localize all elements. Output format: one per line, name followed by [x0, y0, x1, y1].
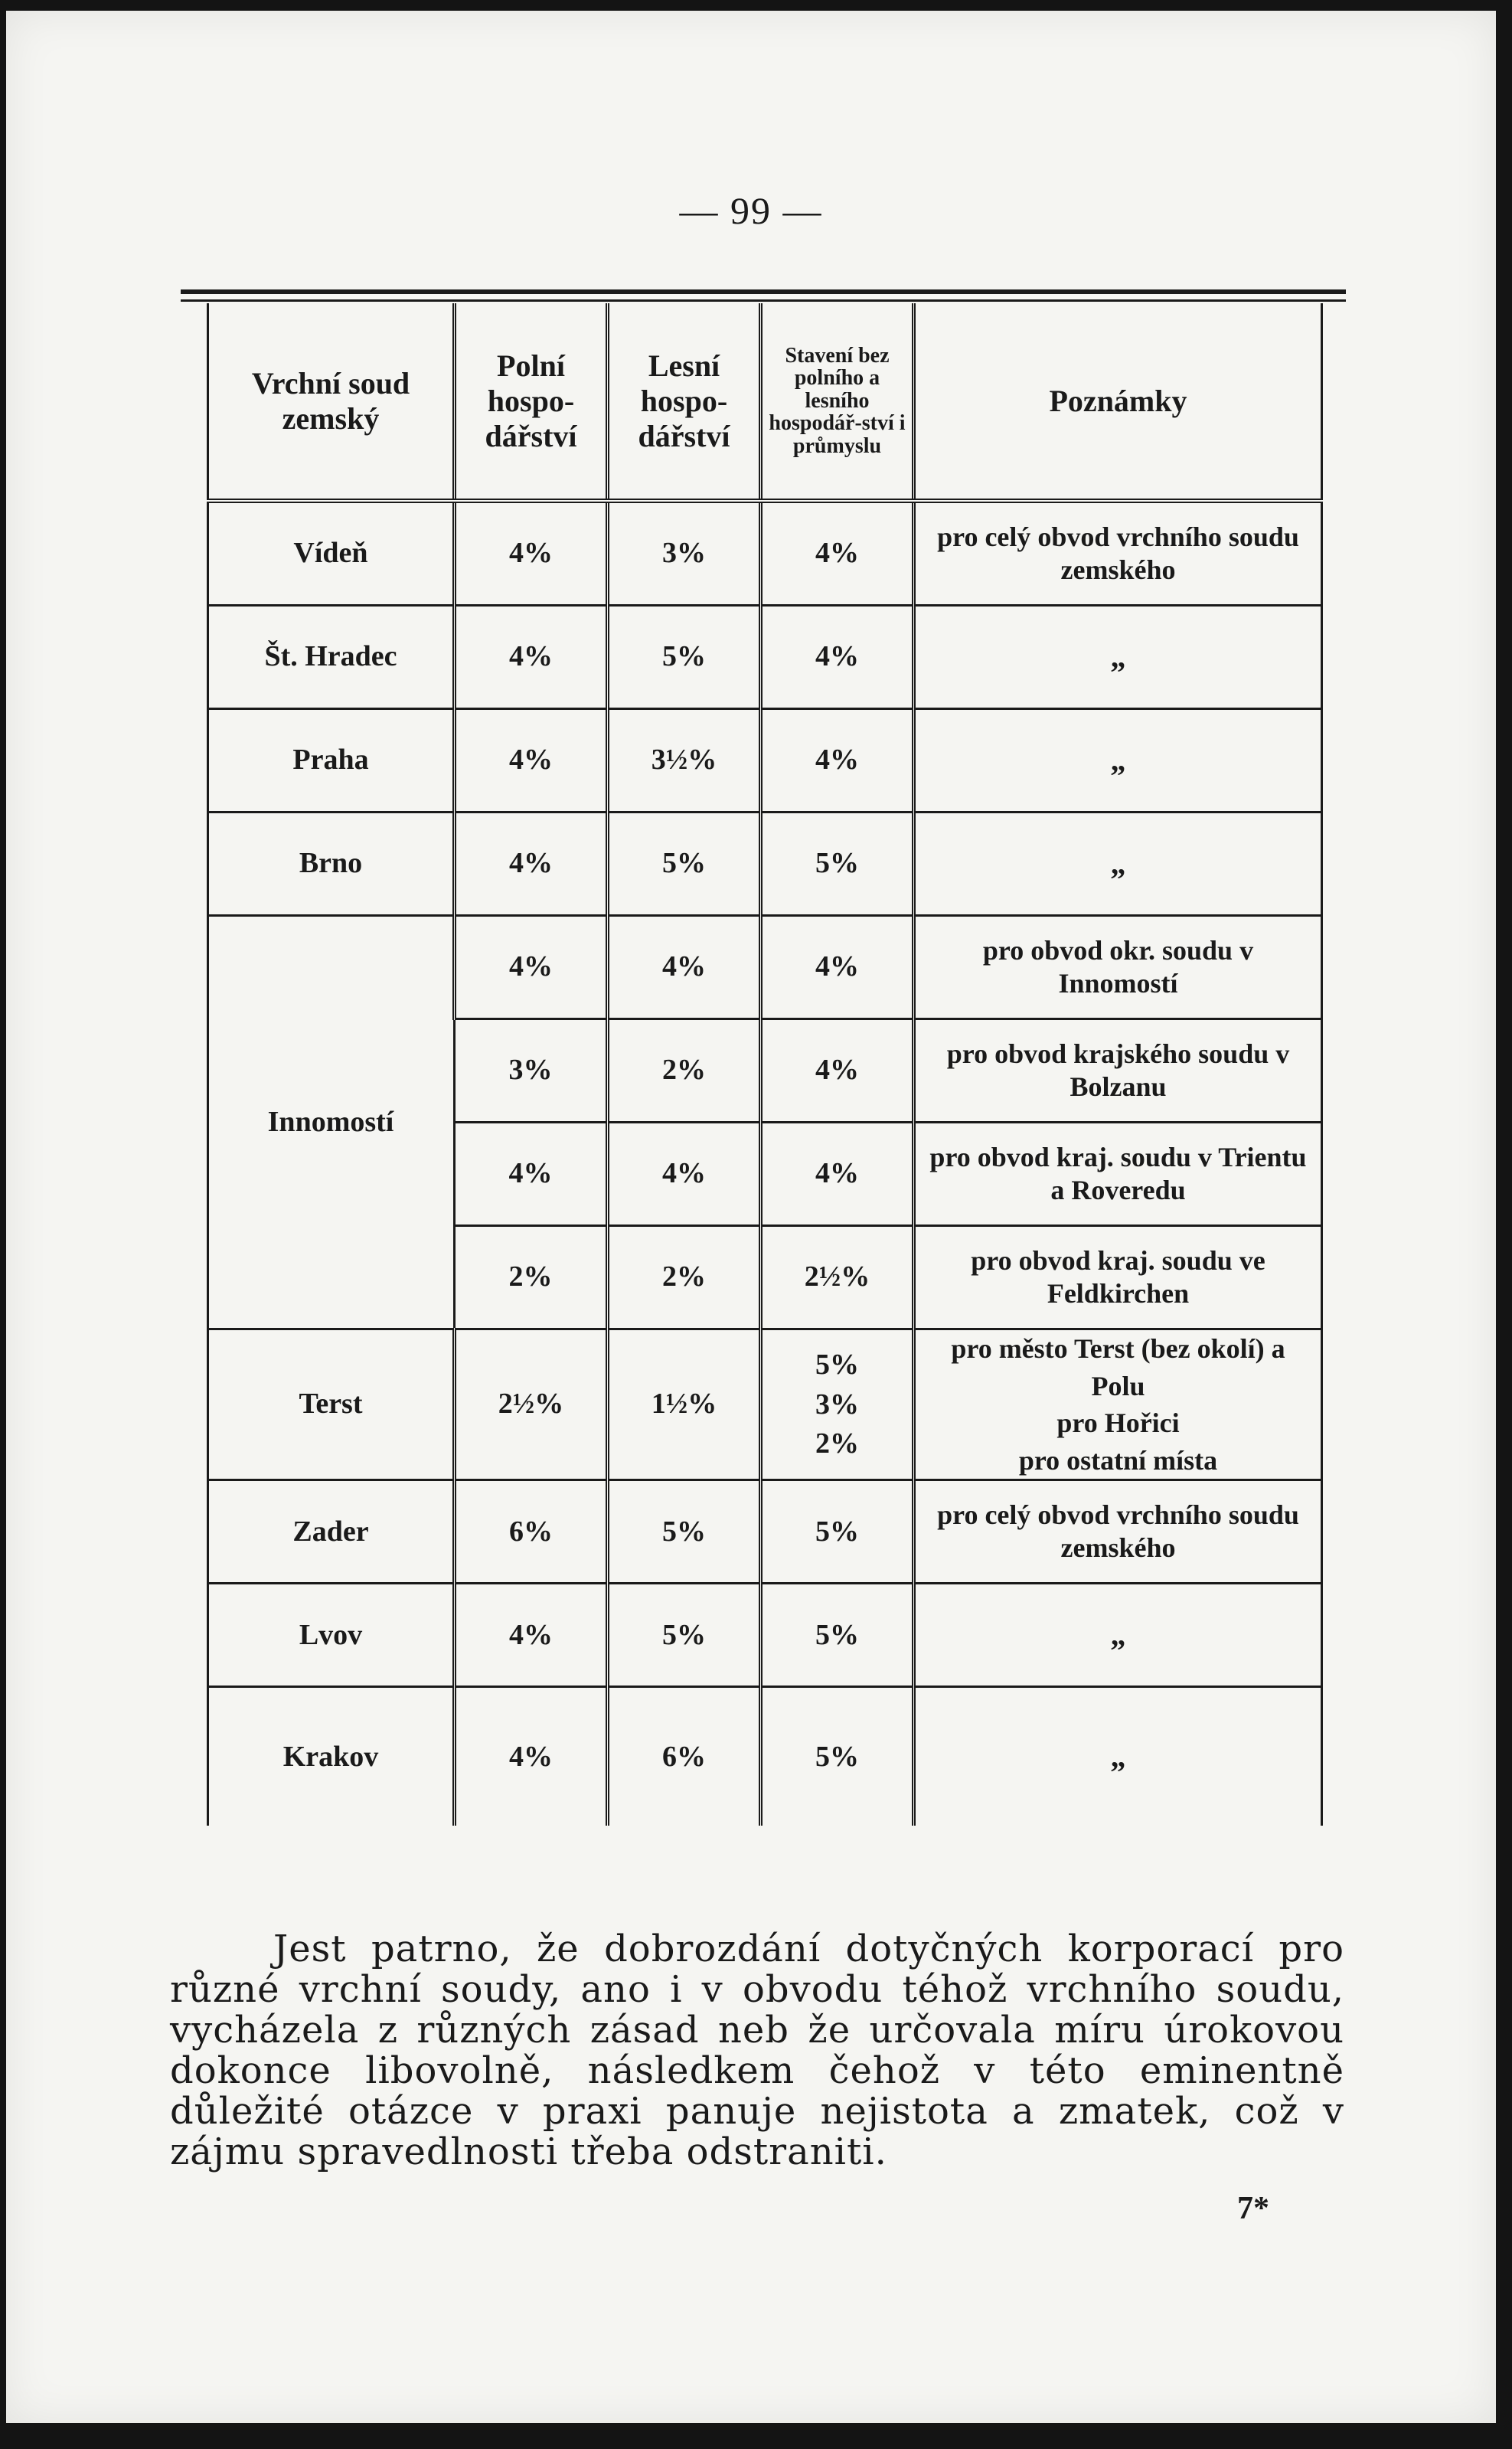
paragraph-text: Jest patrno, že dobrozdání dotyčných korporací pro různé vrchní soudy, ano i v obvodu téhož vrchního soudu, vycházela z různých zásad neb že určovala míru úrokovou dokonce libovolně, následkem čehož v této eminentně důležité otázce v praxi panuje nejistota a zmatek, což v zájmu spravedlnosti třeba odstraniti.: [170, 1927, 1344, 2173]
field-rate: 4%: [455, 1584, 608, 1687]
ditto-mark: „: [914, 606, 1322, 709]
building-rate: 4%: [761, 1123, 914, 1226]
court-cell-innomosti: Innomostí: [208, 916, 455, 1329]
building-rate: 5%: [761, 813, 914, 916]
building-rate: 5%: [761, 1480, 914, 1584]
ditto-mark: „: [914, 1687, 1322, 1826]
field-rate: 4%: [455, 709, 608, 813]
court-cell: Brno: [208, 813, 455, 916]
field-rate: 6%: [455, 1480, 608, 1584]
header-notes: Poznámky: [914, 303, 1322, 501]
building-rate: 2%: [815, 1427, 859, 1460]
ditto-mark: „: [914, 1584, 1322, 1687]
table-row: [208, 1480, 1322, 1584]
building-rate: 3%: [815, 1388, 859, 1421]
page-number: — 99 —: [679, 189, 823, 232]
ditto-mark: „: [914, 813, 1322, 916]
building-rate: 2½%: [761, 1226, 914, 1329]
header-forest: Lesní hospo-dářství: [608, 303, 761, 501]
court-cell: Lvov: [208, 1584, 455, 1687]
table-row: [208, 1329, 1322, 1480]
forest-rate: 5%: [608, 813, 761, 916]
court-cell: Zader: [208, 1480, 455, 1584]
field-rate: 4%: [455, 606, 608, 709]
building-rate: 4%: [761, 1019, 914, 1123]
court-cell: Krakov: [208, 1687, 455, 1826]
note-line: pro ostatní místa: [1018, 1444, 1218, 1476]
header-building: Stavení bez polního a lesního hospodář-ství i průmyslu: [761, 303, 914, 501]
building-rate: 5%: [815, 1349, 859, 1381]
field-rate: 4%: [455, 916, 608, 1019]
table-row: [208, 1584, 1322, 1687]
field-rate: 2½%: [455, 1329, 608, 1480]
table-row: [208, 1687, 1322, 1826]
note-cell: pro celý obvod vrchního soudu zemského: [914, 501, 1322, 606]
ditto-mark: „: [914, 709, 1322, 813]
field-rate: 4%: [455, 501, 608, 606]
table-row: [208, 813, 1322, 916]
building-rate: 5%: [761, 1584, 914, 1687]
table-row: [208, 606, 1322, 709]
header-field: Polní hospo-dářství: [455, 303, 608, 501]
table-row: [208, 709, 1322, 813]
note-line: pro Hořici: [1056, 1408, 1180, 1439]
forest-rate: 3½%: [608, 709, 761, 813]
field-rate: 4%: [455, 813, 608, 916]
note-cell: pro obvod kraj. soudu ve Feldkirchen: [914, 1226, 1322, 1329]
table-row: [208, 501, 1322, 606]
forest-rate: 5%: [608, 1584, 761, 1687]
forest-rate: 2%: [608, 1226, 761, 1329]
note-cell: pro celý obvod vrchního soudu zemského: [914, 1480, 1322, 1584]
building-rate: 5%: [761, 1687, 914, 1826]
top-rule: [181, 289, 1346, 302]
note-cell-stack: [914, 1329, 1322, 1480]
court-cell: Št. Hradec: [208, 606, 455, 709]
field-rate: 2%: [455, 1226, 608, 1329]
interest-rate-table: [207, 303, 1323, 1826]
forest-rate: 4%: [608, 1123, 761, 1226]
forest-rate: 2%: [608, 1019, 761, 1123]
building-rate: 4%: [761, 501, 914, 606]
court-cell: Praha: [208, 709, 455, 813]
building-rate-stack: [761, 1329, 914, 1480]
forest-rate: 4%: [608, 916, 761, 1019]
forest-rate: 1½%: [608, 1329, 761, 1480]
table-header-row: [208, 303, 1322, 501]
forest-rate: 3%: [608, 501, 761, 606]
note-cell: pro obvod krajského soudu v Bolzanu: [914, 1019, 1322, 1123]
field-rate: 4%: [455, 1123, 608, 1226]
building-rate: 4%: [761, 916, 914, 1019]
note-cell: pro obvod kraj. soudu v Trientu a Roveredu: [914, 1123, 1322, 1226]
table-row: [208, 916, 1322, 1019]
signature-mark: 7*: [1237, 2191, 1269, 2226]
court-cell: Vídeň: [208, 501, 455, 606]
field-rate: 3%: [455, 1019, 608, 1123]
building-rate: 4%: [761, 709, 914, 813]
forest-rate: 5%: [608, 606, 761, 709]
note-line: pro město Terst (bez okolí) a Polu: [951, 1333, 1285, 1401]
page: [6, 11, 1496, 2423]
building-rate: 4%: [761, 606, 914, 709]
body-paragraph: [170, 1929, 1344, 2173]
header-court: Vrchní soud zemský: [208, 303, 455, 501]
forest-rate: 5%: [608, 1480, 761, 1584]
note-cell: pro obvod okr. soudu v Innomostí: [914, 916, 1322, 1019]
court-cell: Terst: [208, 1329, 455, 1480]
forest-rate: 6%: [608, 1687, 761, 1826]
field-rate: 4%: [455, 1687, 608, 1826]
